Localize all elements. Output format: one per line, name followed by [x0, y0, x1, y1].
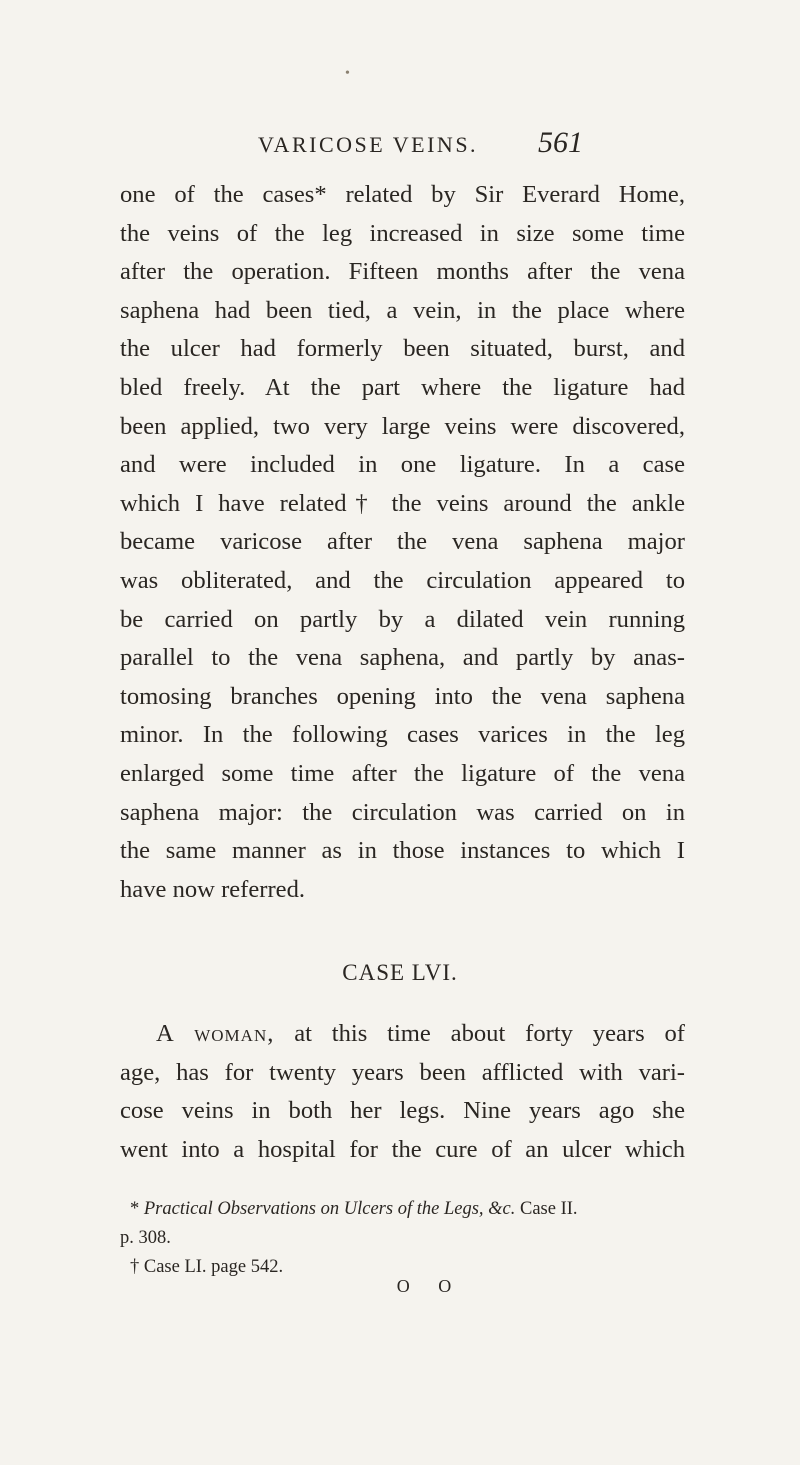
footnote-marker: * — [130, 1199, 140, 1219]
text-line: bled freely. At the part where the ligature had — [120, 373, 685, 401]
text-line: which I have related† the veins around the ankle — [120, 489, 685, 517]
text-line: enlarged some time after the ligature of the vena — [120, 759, 685, 787]
case-paragraph — [120, 1015, 685, 1169]
text-line: one of the cases* related by Sir Everard Home, — [120, 181, 685, 208]
text-line — [120, 1015, 685, 1054]
text-line: age, has for twenty years been afflicted with vari- — [120, 1058, 685, 1086]
text-line: been applied, two very large veins were discovered, — [120, 412, 685, 440]
case-lead-word: A woman, — [156, 1020, 275, 1047]
text-line: cose veins in both her legs. Nine years ago she — [120, 1097, 685, 1125]
footnotes — [120, 1195, 700, 1282]
text-line: went into a hospital for the cure of an ulcer which — [120, 1135, 685, 1163]
text-line: saphena had been tied, a vein, in the place where — [120, 296, 685, 324]
body-paragraph — [120, 176, 685, 909]
text-line: the same manner as in those instances to which I — [120, 837, 685, 865]
footnote-title: Practical Observations on Ulcers of the Legs, &c. — [143, 1199, 516, 1219]
printer-signature: O O — [396, 1276, 464, 1296]
text-line: saphena major: the circulation was carried on in — [120, 798, 685, 826]
page-number: 561 — [538, 126, 583, 159]
text-line: parallel to the vena saphena, and partly by anas- — [120, 644, 685, 672]
text-line: minor. In the following cases varices in the leg — [120, 721, 685, 749]
text-line: became varicose after the vena saphena major — [120, 528, 685, 556]
footnote-2: † Case LI. page 542. — [130, 1257, 284, 1277]
case-heading: CASE LVI. — [342, 960, 458, 985]
running-title: VARICOSE VEINS. — [258, 132, 479, 157]
text-line: the ulcer had formerly been situated, burst, and — [120, 335, 685, 363]
running-head — [258, 128, 658, 162]
text-line: tomosing branches opening into the vena saphena — [120, 682, 685, 710]
footnote-1-page: p. 308. — [120, 1228, 171, 1248]
text-line: the veins of the leg increased in size some time — [120, 219, 685, 247]
text-line: and were included in one ligature. In a case — [120, 451, 685, 479]
text-line: after the operation. Fifteen months after the vena — [120, 258, 685, 286]
text-line: have now referred. — [120, 875, 306, 903]
text-line: was obliterated, and the circulation appeared to — [120, 566, 685, 594]
footnote-1 — [120, 1195, 700, 1224]
print-speck: • — [345, 66, 350, 81]
text-line: be carried on partly by a dilated vein running — [120, 605, 685, 633]
footnote-ref: Case II. — [520, 1199, 578, 1219]
case-line-fragment: at this time about forty years of — [294, 1020, 685, 1047]
